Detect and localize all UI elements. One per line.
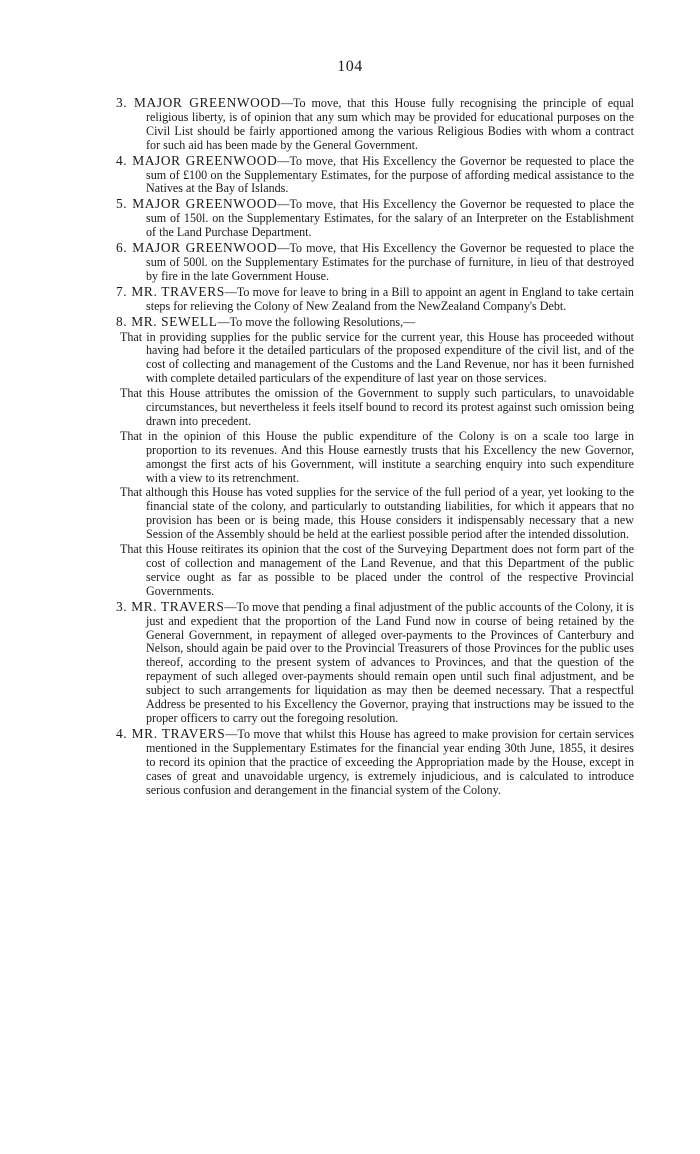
motion-text: —To move, that His Excellency the Governor be requested to place the sum of £100 on the Supplementary Estimates, for the purpose of affording medical assistance to the Natives at the Bay of Islands. — [146, 153, 634, 196]
motion-3-greenwood — [116, 96, 634, 153]
resolution-2: That this House attributes the omission of the Government to supply such particulars, to unavoidable circumstances, but nevertheless it feels itself bound to record its protest against such omission being drawn into precedent. — [120, 386, 634, 428]
motion-text: —To move, that His Excellency the Governor be requested to place the sum of 500l. on the Supplementary Estimates for the purchase of furniture, in lieu of that destroyed by fire in the late Government House. — [146, 241, 634, 283]
motion-number: 4. — [116, 152, 128, 168]
motion-member: MAJOR GREENWOOD — [132, 196, 278, 212]
motion-text: —To move the following Resolutions,— — [217, 314, 416, 329]
motion-7-travers — [116, 285, 634, 314]
motion-member: MAJOR GREENWOOD — [134, 95, 281, 110]
motion-text: —To move that pending a final adjustment of the public accounts of the Colony, it is just and expedient that the proportion of the Land Fund now in course of being retained by the General Government, in repayment of alleged over-payments to the Provinces of Canterbury and Nelson, should again be paid over to the Provincial Treasurers of those Provinces for the public uses thereof, according to the present system of advances to Provinces, and that the question of the repayment of such alleged over-payments should remain open until such final adjustment, and be subject to such arrangements for liquidation as may then be deemed necessary. That a respectful Address be presented to his Excellency the Governor, praying that instructions may be issued to the proper officers to carry out the foregoing resolution. — [146, 599, 634, 725]
motion-member: MR. TRAVERS — [131, 598, 225, 614]
resolution-5: That this House reitirates its opinion that the cost of the Surveying Department does not form part of the cost of collection and management of the Land Revenue, and that this Department of the public service ought as far as possible to be placed under the control of the respective Provincial Governments. — [120, 542, 634, 598]
motion-8-sewell — [116, 315, 634, 330]
motion-number: 8. — [116, 313, 128, 329]
resolution-4: That although this House has voted supplies for the service of the full period of a year, yet looking to the financial state of the colony, and particularly to outstanding liabilities, for which it appears that no provision has been or is being made, this House considers it indispensably necessary that a new Session of the Assembly should be held at the earliest possible period after the intended dissolution. — [120, 485, 634, 542]
motion-text: —To move for leave to bring in a Bill to appoint an agent in England to take certain steps for relieving the Colony of New Zealand from the NewZealand Company's Debt. — [146, 284, 634, 313]
motion-3-travers — [116, 600, 634, 726]
motion-member: MR. SEWELL — [131, 313, 218, 329]
motion-number: 4. — [116, 725, 128, 741]
motion-number: 5. — [116, 196, 128, 212]
motion-text: —To move that whilst this House has agreed to make provision for certain services mentioned in the Supplementary Estimates for the financial year ending 30th June, 1855, it desires to record its opinion that the practice of exceeding the Appropriation made by the House, except in cases of great and unavoidable urgency, is extremely injudicious, and is calculated to introduce serious confusion and derangement in the financial system of the Colony. — [146, 726, 634, 797]
motion-4-travers — [116, 727, 634, 798]
motion-number: 6. — [116, 240, 128, 256]
order-paper-body — [116, 96, 634, 798]
motion-6-greenwood — [116, 241, 634, 284]
motion-5-greenwood — [116, 197, 634, 240]
page-number: 104 — [337, 58, 363, 75]
motion-text: —To move, that this House fully recognising the principle of equal religious liberty, is of opinion that any sum which may be provided for educational purposes on the Civil List should be fairly apportioned among the various Religious Bodies with whom a contract for such aid has been made by the General Government. — [146, 96, 634, 152]
motion-4-greenwood — [116, 154, 634, 197]
motion-member: MAJOR GREENWOOD — [132, 152, 278, 168]
motion-member: MR. TRAVERS — [131, 283, 225, 299]
motion-member: MR. TRAVERS — [131, 725, 226, 741]
motion-text: —To move, that His Excellency the Governor be requested to place the sum of 150l. on the Supplementary Estimates, for the salary of an Interpreter on the Establishment of the Land Purchase Department. — [146, 197, 634, 240]
motion-number: 7. — [116, 283, 128, 299]
motion-number: 3. — [116, 598, 128, 614]
resolution-3: That in the opinion of this House the public expenditure of the Colony is on a scale too large in proportion to its revenues. And this House earnestly trusts that his Excellency the new Governor, amongst the first acts of his Government, will institute a searching enquiry into such expenditure with a view to its retrenchment. — [120, 428, 634, 485]
motion-number: 3. — [116, 95, 128, 110]
resolution-1: That in providing supplies for the public service for the current year, this House has proceeded without having had before it the detailed particulars of the proposed expenditure of the civil list, and of the cost of collecting and management of the Customs and the Land Revenue, nor has it been furnished with complete detailed particulars of the expenditure of last year on those services. — [120, 329, 634, 386]
motion-member: MAJOR GREENWOOD — [132, 240, 278, 256]
